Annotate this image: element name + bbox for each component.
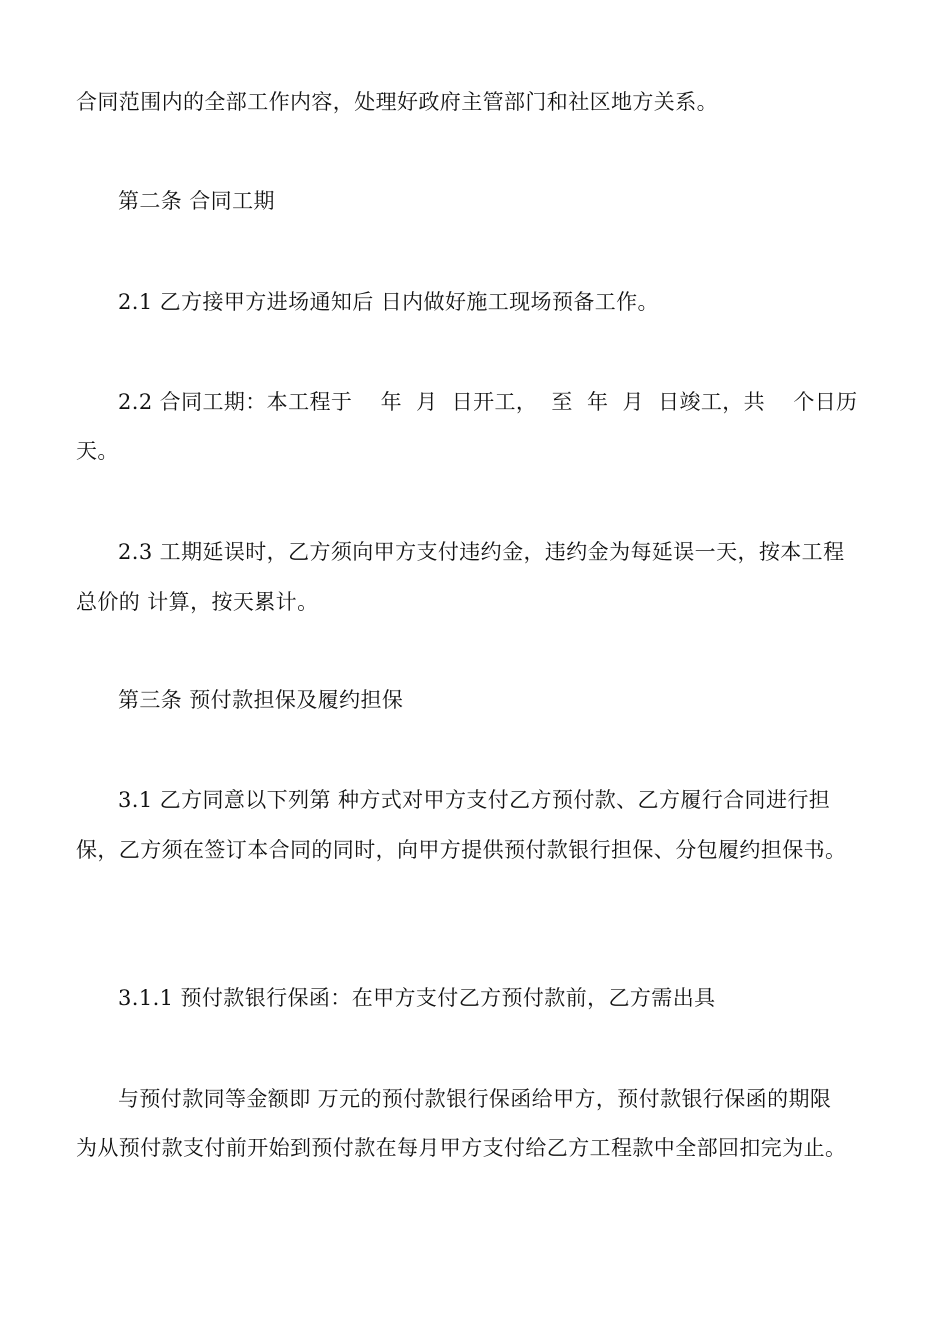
paragraph-line: 合同范围内的全部工作内容，处理好政府主管部门和社区地方关系。 — [76, 90, 718, 114]
clause-line: 3.1.1 预付款银行保函：在甲方支付乙方预付款前，乙方需出具 — [118, 986, 716, 1010]
clause-line: 2.2 合同工期：本工程于 年 月 日开工， 至 年 月 日竣工，共 个日历 — [118, 390, 858, 414]
paragraph-line: 总价的 计算，按天累计。 — [76, 590, 319, 614]
paragraph-line: 保，乙方须在签订本合同的同时，向甲方提供预付款银行担保、分包履约担保书。 — [76, 838, 847, 862]
clause-line: 2.1 乙方接甲方进场通知后 日内做好施工现场预备工作。 — [118, 290, 659, 314]
clause-line: 3.1 乙方同意以下列第 种方式对甲方支付乙方预付款、乙方履行合同进行担 — [118, 788, 831, 812]
paragraph-line: 天。 — [76, 439, 119, 463]
paragraph-line: 与预付款同等金额即 万元的预付款银行保函给甲方，预付款银行保函的期限 — [118, 1087, 832, 1111]
section-heading: 第三条 预付款担保及履约担保 — [118, 688, 404, 712]
paragraph-line: 为从预付款支付前开始到预付款在每月甲方支付给乙方工程款中全部回扣完为止。 — [76, 1136, 847, 1160]
clause-line: 2.3 工期延误时，乙方须向甲方支付违约金，违约金为每延误一天，按本工程 — [118, 540, 845, 564]
section-heading: 第二条 合同工期 — [118, 189, 275, 213]
